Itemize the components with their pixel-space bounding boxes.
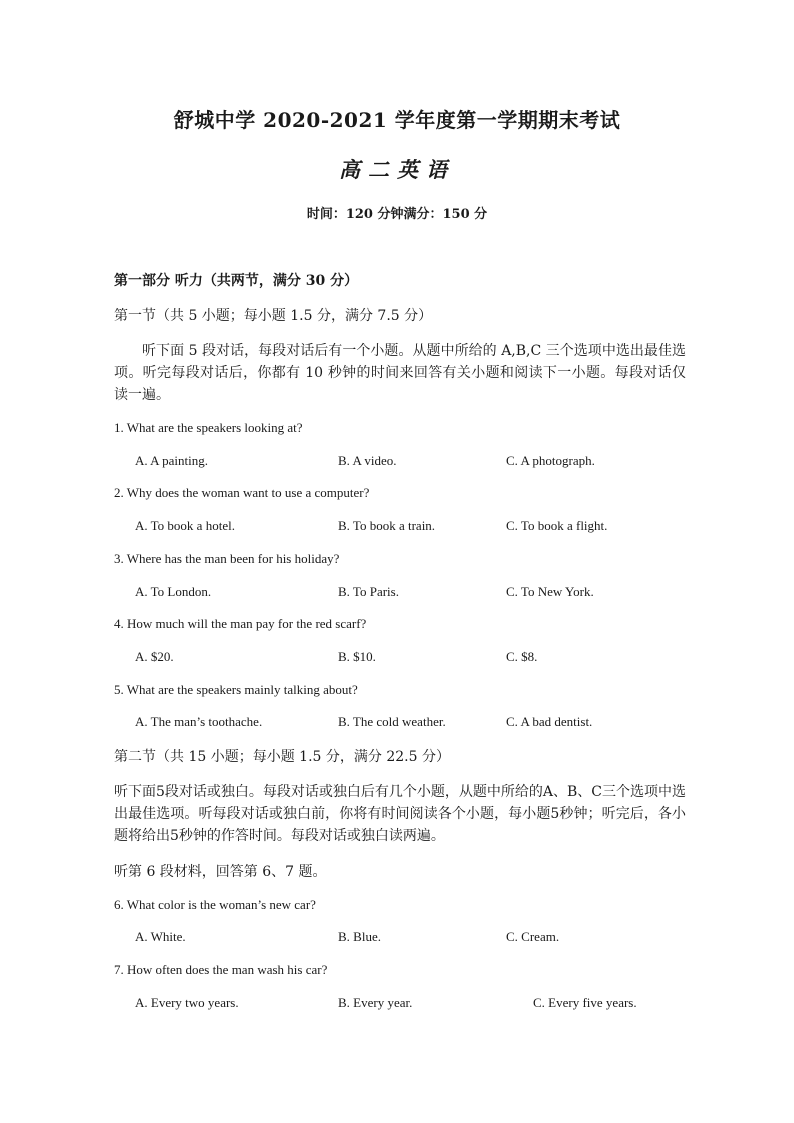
question-5-option-a: A. The man’s toothache. — [135, 714, 263, 729]
exam-title: 舒城中学 2020-2021 学年度第一学期期末考试 — [173, 108, 621, 132]
section1-instructions: 听下面 5 段对话，每段对话后有一个小题。从题中所给的 A,B,C 三个选项中选出最佳选项。听完每段对话后，你都有 10 秒钟的时间来回答有关小题和阅读下一小题。每段对话仅读一遍。 — [114, 343, 686, 403]
question-7-option-c: C. Every five years. — [533, 995, 637, 1010]
exam-subject: 高二英语 — [339, 157, 455, 182]
question-4-stem: 4. How much will the man pay for the red scarf? — [114, 616, 367, 631]
question-3-option-c: C. To New York. — [506, 584, 594, 599]
question-6-option-b: B. Blue. — [338, 929, 381, 944]
question-5-option-b: B. The cold weather. — [338, 714, 446, 729]
question-2-option-b: B. To book a train. — [338, 518, 436, 533]
question-7-stem: 7. How often does the man wash his car? — [114, 962, 328, 977]
question-6-stem: 6. What color is the woman’s new car? — [114, 897, 316, 912]
section2-material-note: 听第 6 段材料，回答第 6、7 题。 — [114, 864, 327, 880]
question-6-option-c: C. Cream. — [506, 929, 560, 944]
question-4-option-b: B. $10. — [338, 649, 376, 664]
section1-heading: 第一节（共 5 小题；每小题 1.5 分，满分 7.5 分） — [114, 308, 433, 324]
question-7-option-b: B. Every year. — [338, 995, 413, 1010]
question-4-option-a: A. $20. — [135, 649, 174, 664]
question-5-option-c: C. A bad dentist. — [506, 714, 593, 729]
section2-instructions: 听下面5段对话或独白。每段对话或独白后有几个小题，从题中所给的A、B、C三个选项中选出最佳选项。听每段对话或独白前，你将有时间阅读各个小题，每小题5秒钟；听完后，各小题将给出5秒钟的作答时间。每段对话或独白读两遍。 — [114, 784, 687, 844]
question-6-option-a: A. White. — [135, 929, 186, 944]
question-1-option-c: C. A photograph. — [506, 453, 595, 468]
question-1-option-a: A. A painting. — [135, 453, 208, 468]
question-1-stem: 1. What are the speakers looking at? — [114, 420, 303, 435]
question-3-option-b: B. To Paris. — [338, 584, 399, 599]
question-7-option-a: A. Every two years. — [135, 995, 239, 1010]
question-5-stem: 5. What are the speakers mainly talking about? — [114, 682, 358, 697]
question-3-stem: 3. Where has the man been for his holiday? — [114, 551, 340, 566]
question-3-option-a: A. To London. — [135, 584, 212, 599]
question-2-option-c: C. To book a flight. — [506, 518, 608, 533]
question-1-option-b: B. A video. — [338, 453, 397, 468]
question-2-option-a: A. To book a hotel. — [135, 518, 235, 533]
section2-heading: 第二节（共 15 小题；每小题 1.5 分，满分 22.5 分） — [114, 749, 450, 765]
question-4-option-c: C. $8. — [506, 649, 538, 664]
part1-heading: 第一部分 听力（共两节，满分 30 分） — [114, 273, 359, 289]
question-2-stem: 2. Why does the woman want to use a computer? — [114, 485, 370, 500]
exam-time-info: 时间：120 分钟满分：150 分 — [306, 207, 488, 222]
